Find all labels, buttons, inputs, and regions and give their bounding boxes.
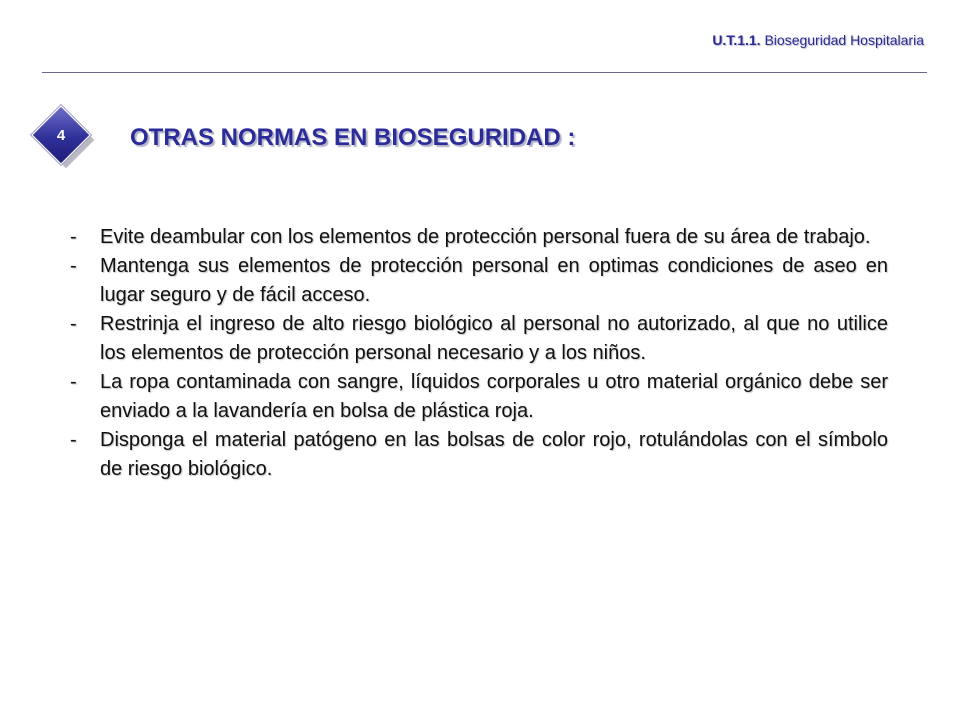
list-item-text: Restrinja el ingreso de alto riesgo biológico al personal no autorizado, al que no utilice los elementos de protección personal necesario y a los niños. [100, 313, 888, 364]
rules-list [70, 223, 888, 484]
bullet-dash: - [70, 313, 77, 335]
slide-header [712, 32, 924, 48]
bullet-dash: - [70, 371, 77, 393]
list-item-text: Disponga el material patógeno en las bolsas de color rojo, rotulándolas con el símbolo de riesgo biológico. [100, 429, 888, 480]
bullet-dash: - [70, 429, 77, 451]
list-item [70, 223, 888, 252]
list-item [70, 368, 888, 426]
unit-subject: Bioseguridad Hospitalaria [764, 32, 924, 48]
list-item-text: Evite deambular con los elementos de protección personal fuera de su área de trabajo. [100, 226, 871, 248]
list-item [70, 426, 888, 484]
list-item-text: Mantenga sus elementos de protección personal en optimas condiciones de aseo en lugar seguro y de fácil acceso. [100, 255, 888, 306]
bullet-dash: - [70, 226, 77, 248]
list-item [70, 252, 888, 310]
bullet-dash: - [70, 255, 77, 277]
list-item-text: La ropa contaminada con sangre, líquidos corporales u otro material orgánico debe ser enviado a la lavandería en bolsa de plástica roja. [100, 371, 888, 422]
list-item [70, 310, 888, 368]
section-number-badge [38, 112, 94, 168]
unit-code: U.T.1.1. [712, 32, 761, 48]
section-number: 4 [56, 126, 66, 144]
header-divider [42, 72, 927, 73]
section-title: OTRAS NORMAS EN BIOSEGURIDAD : [130, 124, 576, 151]
